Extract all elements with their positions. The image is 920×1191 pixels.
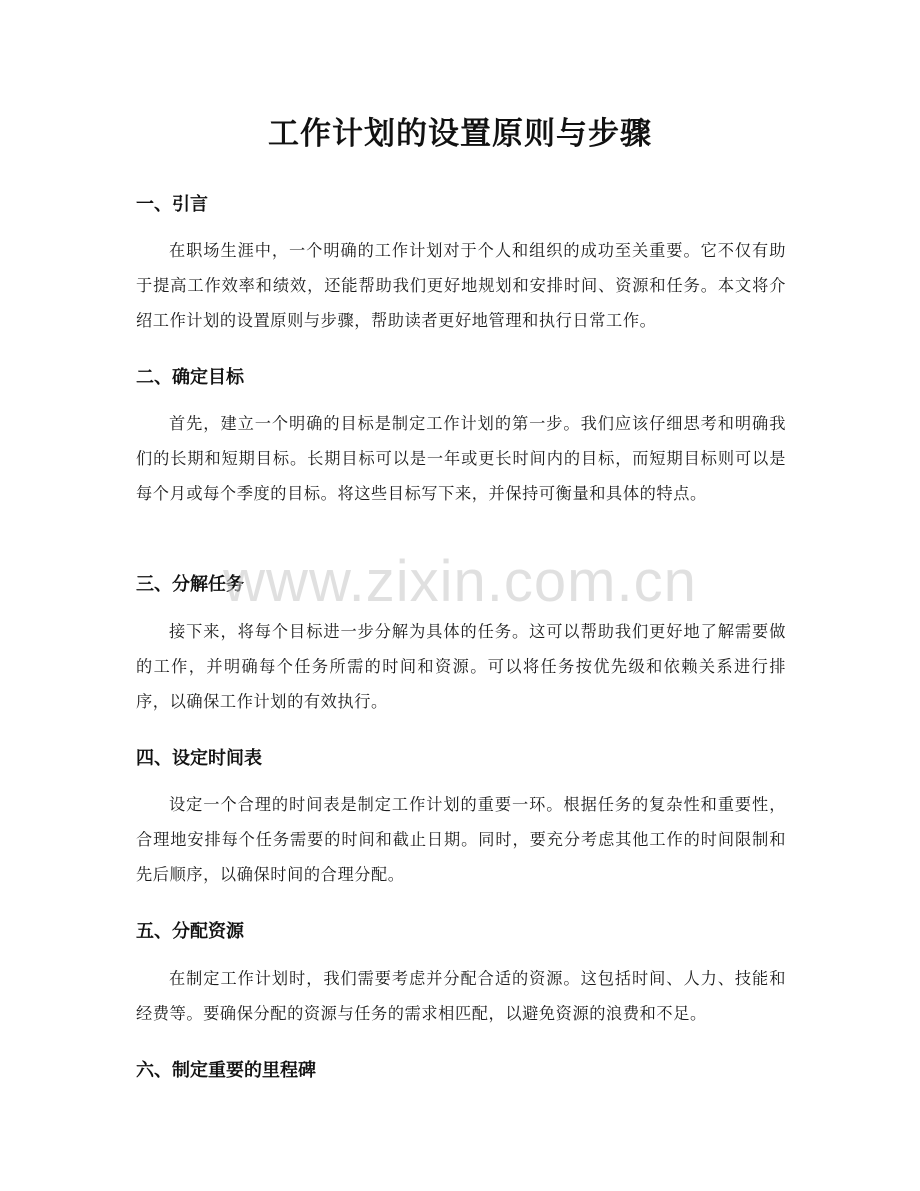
section-paragraph-tasks: 接下来，将每个目标进一步分解为具体的任务。这可以帮助我们更好地了解需要做的工作，并明确每个任务所需的时间和资源。可以将任务按优先级和依赖关系进行排序，以确保工作计划的有效执行。 [136, 622, 786, 711]
document-title: 工作计划的设置原则与步骤 [268, 116, 652, 152]
section-paragraph-goals: 首先，建立一个明确的目标是制定工作计划的第一步。我们应该仔细思考和明确我们的长期和短期目标。长期目标可以是一年或更长时间内的目标，而短期目标则可以是每个月或每个季度的目标。将这些目标写下来，并保持可衡量和具体的特点。 [136, 414, 786, 503]
section-heading-resources: 五、分配资源 [136, 921, 244, 942]
section-heading-goals: 二、确定目标 [136, 367, 244, 388]
section-heading-timeline: 四、设定时间表 [136, 748, 262, 769]
section-heading-milestones: 六、制定重要的里程碑 [136, 1060, 316, 1081]
section-paragraph-introduction: 在职场生涯中，一个明确的工作计划对于个人和组织的成功至关重要。它不仅有助于提高工作效率和绩效，还能帮助我们更好地规划和安排时间、资源和任务。本文将介绍工作计划的设置原则与步骤，帮助读者更好地管理和执行日常工作。 [136, 241, 786, 330]
section-heading-introduction: 一、引言 [136, 194, 208, 215]
section-heading-tasks: 三、分解任务 [136, 574, 244, 595]
section-paragraph-timeline: 设定一个合理的时间表是制定工作计划的重要一环。根据任务的复杂性和重要性，合理地安排每个任务需要的时间和截止日期。同时，要充分考虑其他工作的时间限制和先后顺序，以确保时间的合理分配。 [136, 795, 786, 884]
section-paragraph-resources: 在制定工作计划时，我们需要考虑并分配合适的资源。这包括时间、人力、技能和经费等。要确保分配的资源与任务的需求相匹配，以避免资源的浪费和不足。 [136, 969, 786, 1023]
watermark: www.zixin.com.cn [223, 549, 697, 614]
